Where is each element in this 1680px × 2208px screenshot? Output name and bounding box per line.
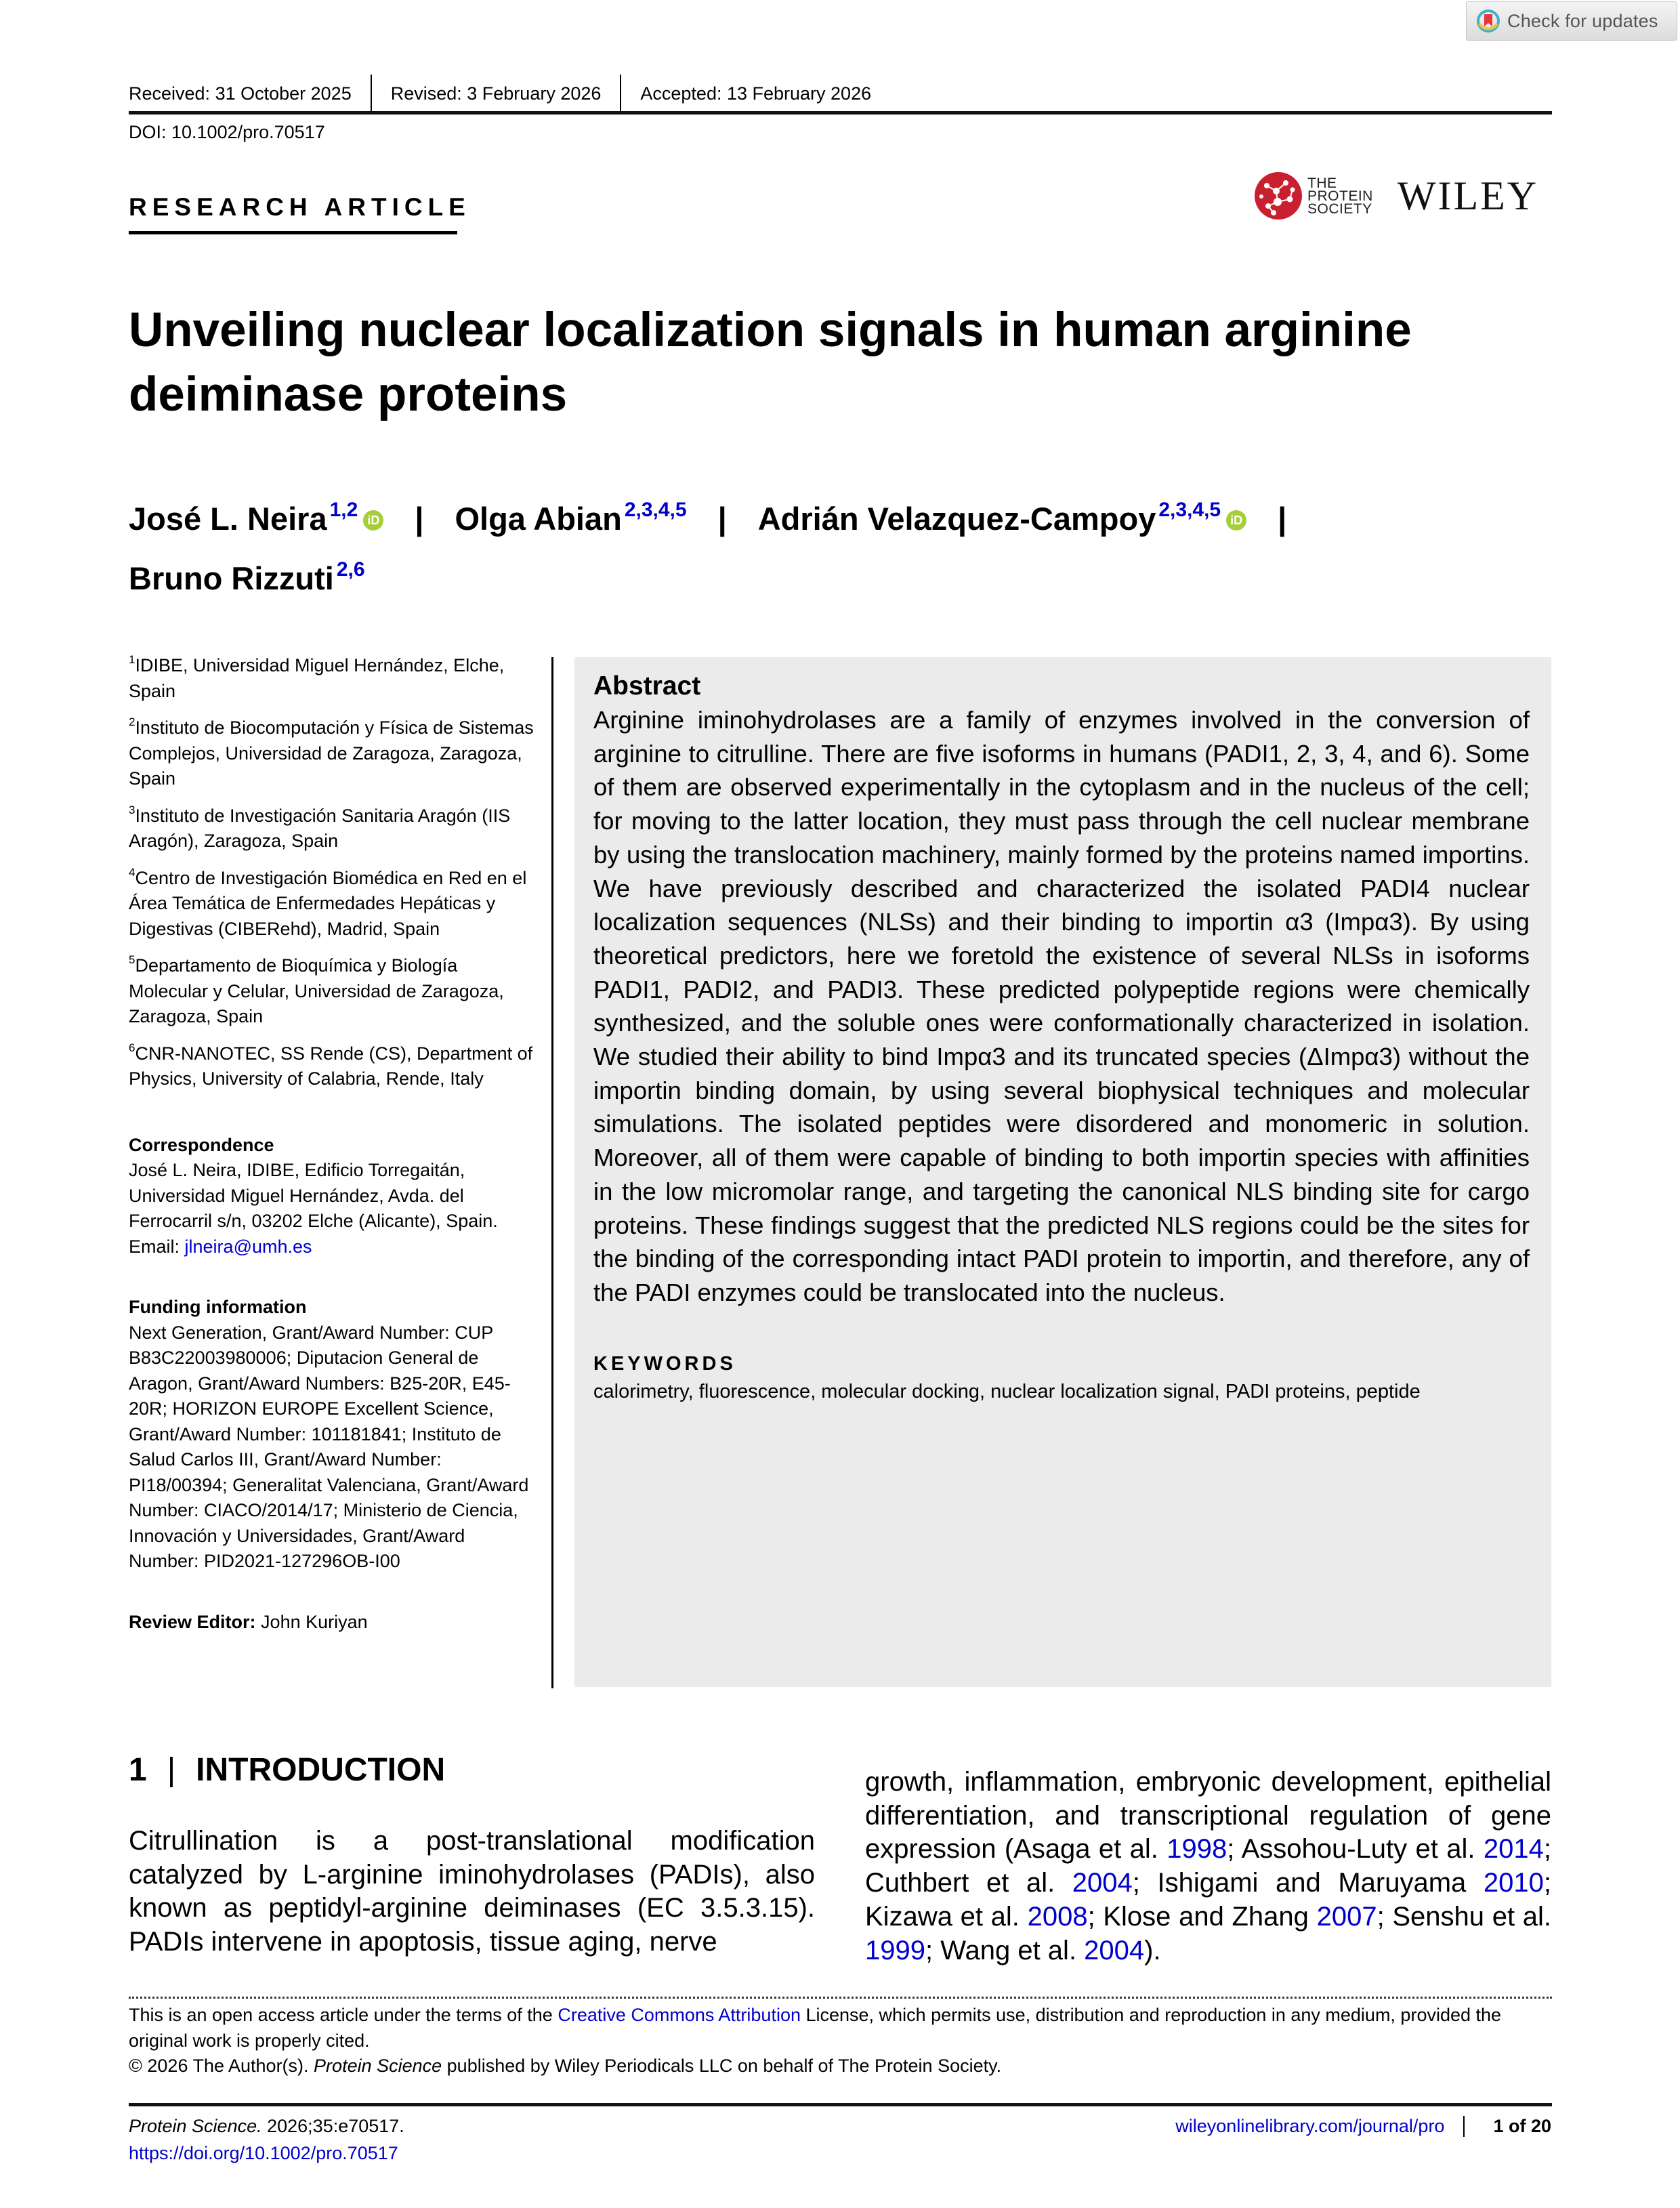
revised-date: Revised: 3 February 2026 — [371, 75, 621, 112]
affiliation: $^3$Instituto de Investigación Sanitaria Aragón (IIS Aragón), Zaragoza, Spain — [129, 803, 511, 851]
article-title: Unveiling nuclear localization signals in human arginine deiminase proteins — [129, 304, 1412, 421]
keywords-list: calorimetry, fluorescence, molecular docking, nuclear localization signal, PADI proteins, peptide — [593, 1380, 1421, 1402]
section-heading-introduction: 1 | INTRODUCTION — [129, 1752, 446, 1788]
author-name[interactable]: Bruno Rizzuti $^{2,6}$ — [129, 558, 365, 596]
author-separator: | — [717, 501, 727, 537]
author-separator: | — [415, 501, 424, 537]
affiliation-ref[interactable]: 2,3,4,5 — [1158, 499, 1221, 521]
column-divider — [551, 657, 553, 1688]
keywords-heading: KEYWORDS — [593, 1352, 736, 1375]
license-divider — [129, 1997, 1552, 1999]
creative-commons-link[interactable]: Creative Commons Attribution — [558, 2005, 801, 2025]
affiliation-ref[interactable]: 2,3,4,5 — [624, 499, 687, 521]
received-date: Received: 31 October 2025 — [129, 83, 352, 104]
citation-link[interactable]: 2010 — [1483, 1868, 1544, 1898]
author-list — [129, 484, 1565, 604]
license-text: This is an open access article under the terms of the Creative Commons Attribution License, which permits use, distribution and reproduction in any medium, provided the original work is properly cited. © 2026 The Author(s). Protein Science published by Wiley Periodicals LLC on behalf of The Protein Society. — [129, 2005, 1502, 2076]
footer-right — [1175, 2112, 1551, 2140]
abstract-heading: Abstract — [593, 671, 701, 701]
affiliation: $^1$IDIBE, Universidad Miguel Hernández, Elche, Spain — [129, 653, 505, 701]
article-type-underline — [129, 231, 457, 234]
funding-heading: Funding information — [129, 1297, 307, 1317]
publisher-logos — [1253, 171, 1538, 221]
citation-link[interactable]: 2004 — [1072, 1868, 1133, 1898]
footer-citation: Protein Science. 2026;35:e70517. https://doi.org/10.1002/pro.70517 — [129, 2112, 404, 2167]
footer-rule — [129, 2103, 1552, 2106]
affiliation: $^4$Centro de Investigación Biomédica en Red en el Área Temática de Enfermedades Hepáticas y Digestivas (CIBERehd), Madrid, Spain — [129, 865, 527, 939]
author-name[interactable]: Adrián Velazquez-Campoy $^{2,3,4,5}$ iD — [758, 501, 1246, 537]
correspondence-heading: Correspondence — [129, 1134, 274, 1155]
affiliation: $^2$Instituto de Biocomputación y Física de Sistemas Complejos, Universidad de Zaragoza, Zaragoza, Spain — [129, 715, 534, 789]
citation-link[interactable]: 1999 — [865, 1935, 925, 1965]
doi-label: DOI: 10.1002/pro.70517 — [129, 122, 325, 142]
intro-right-column — [865, 1766, 1551, 1967]
author-name[interactable]: Olga Abian $^{2,3,4,5}$ — [455, 499, 687, 537]
funding-text: Next Generation, Grant/Award Number: CUP B83C22003980006; Diputacion General de Aragon, Grant/Award Numbers: B25-20R, E45-20R; HORIZON EUROPE Excellent Science, Grant/Award Number: 101181841; Instituto de Salud Carlos III, Grant/Award Number: PI18/00394; Generalitat Valenciana, Grant/Award Number: CIACO/2014/17; Ministerio de Ciencia, Innovación y Universidades, Grant/Award Number: PID2021-127296OB-I00 — [129, 1322, 529, 1571]
article-type: RESEARCH ARTICLE — [129, 193, 471, 221]
protein-society-logo-icon — [1253, 171, 1303, 221]
affiliation-ref[interactable]: 2,6 — [336, 558, 365, 581]
page-number: 1 of 20 — [1493, 2115, 1551, 2136]
protein-society-wordmark: THE PROTEIN SOCIETY — [1307, 175, 1373, 217]
author-separator: | — [1278, 501, 1287, 537]
citation-link[interactable]: 1998 — [1167, 1834, 1227, 1865]
check-for-updates-label: Check for updates — [1507, 10, 1658, 31]
doi-link[interactable]: https://doi.org/10.1002/pro.70517 — [129, 2143, 398, 2163]
intro-paragraph: Citrullination is a post-translational modification catalyzed by L-arginine iminohydrolases (PADIs), also known as peptidyl-arginine deiminases (EC 3.5.3.15). PADIs intervene in apoptosis, tissue aging, nerve — [129, 1826, 815, 1957]
intro-left-column — [129, 1825, 815, 1959]
abstract-box — [574, 657, 1551, 1687]
abstract-text: Arginine iminohydrolases are a family of enzymes involved in the conversion of arginine to citrulline. There are five isoforms in humans (PADI1, 2, 3, 4, and 6). Some of them are observed experimentally in the cytoplasm and in the nucleus of the cell; for moving to the latter location, they must pass through the cell nuclear membrane by using the translocation machinery, mainly formed by the proteins named importins. We have previously described and characterized the isolated PADI4 nuclear localization sequences (NLSs) and their binding to importin α3 (Impα3). By using theoretical predictors, here we foretold the existence of several NLSs in isoforms PADI1, PADI2, and PADI3. These predicted polypeptide regions were chemically synthesized, and the soluble ones were conformationally characterized in isolation. We studied their ability to bind Impα3 and its truncated species (ΔImpα3) without the importin binding domain, by using several biophysical techniques and molecular simulations. The isolated peptides were disordered and monomeric in solution. Moreover, all of them were capable of binding to both importin species with affinities in the low micromolar range, and targeting the canonical NLS binding site for cargo proteins. These findings suggest that the predicted NLS regions could be the sites for the binding of the corresponding intact PADI protein to importin, and therefore, any of the PADI enzymes could be translocated into the nucleus. — [593, 706, 1530, 1306]
intro-paragraph-continued: growth, inflammation, embryonic development, epithelial differentiation, and transcriptional regulation of gene expression (Asaga et al. 1998; Assohou-Luty et al. 2014; Cuthbert et al. 2004; Ishigami and Maruyama 2010; Kizawa et al. 2008; Klose and Zhang 2007; Senshu et al. 1999; Wang et al. 2004). — [865, 1767, 1551, 1965]
citation-link[interactable]: 2008 — [1027, 1901, 1088, 1932]
affiliation: $^6$CNR-NANOTEC, SS Rende (CS), Department of Physics, University of Calabria, Rende, Italy — [129, 1041, 533, 1089]
review-editor: Review Editor: John Kuriyan — [129, 1611, 368, 1632]
wiley-logo: WILEY — [1397, 173, 1539, 218]
citation-link[interactable]: 2004 — [1084, 1935, 1145, 1965]
citation-link[interactable]: 2007 — [1316, 1901, 1377, 1932]
email-link[interactable]: jlneira@umh.es — [184, 1236, 312, 1257]
correspondence-text: José L. Neira, IDIBE, Edificio Torregaitán, Universidad Miguel Hernández, Avda. del Ferrocarril s/n, 03202 Elche (Alicante), Spain. Email: jlneira@umh.es — [129, 1160, 498, 1257]
affiliation-ref[interactable]: 1,2 — [329, 499, 358, 521]
accepted-date: Accepted: 13 February 2026 — [620, 75, 890, 112]
journal-site-link[interactable]: wileyonlinelibrary.com/journal/pro — [1175, 2116, 1465, 2137]
author-name[interactable]: José L. Neira $^{1,2}$ iD — [129, 501, 383, 537]
orcid-icon[interactable]: iD — [363, 510, 383, 530]
check-for-updates-button[interactable] — [1466, 1, 1677, 41]
affiliation: $^5$Departamento de Bioquímica y Biología Molecular y Celular, Universidad de Zaragoza, Zaragoza, Spain — [129, 953, 504, 1026]
orcid-icon[interactable]: iD — [1226, 510, 1246, 530]
article-info-column — [129, 647, 535, 1635]
publication-dates — [129, 75, 890, 112]
citation-link[interactable]: 2014 — [1483, 1834, 1544, 1865]
header-rule — [129, 111, 1552, 114]
crossmark-icon — [1476, 9, 1500, 33]
